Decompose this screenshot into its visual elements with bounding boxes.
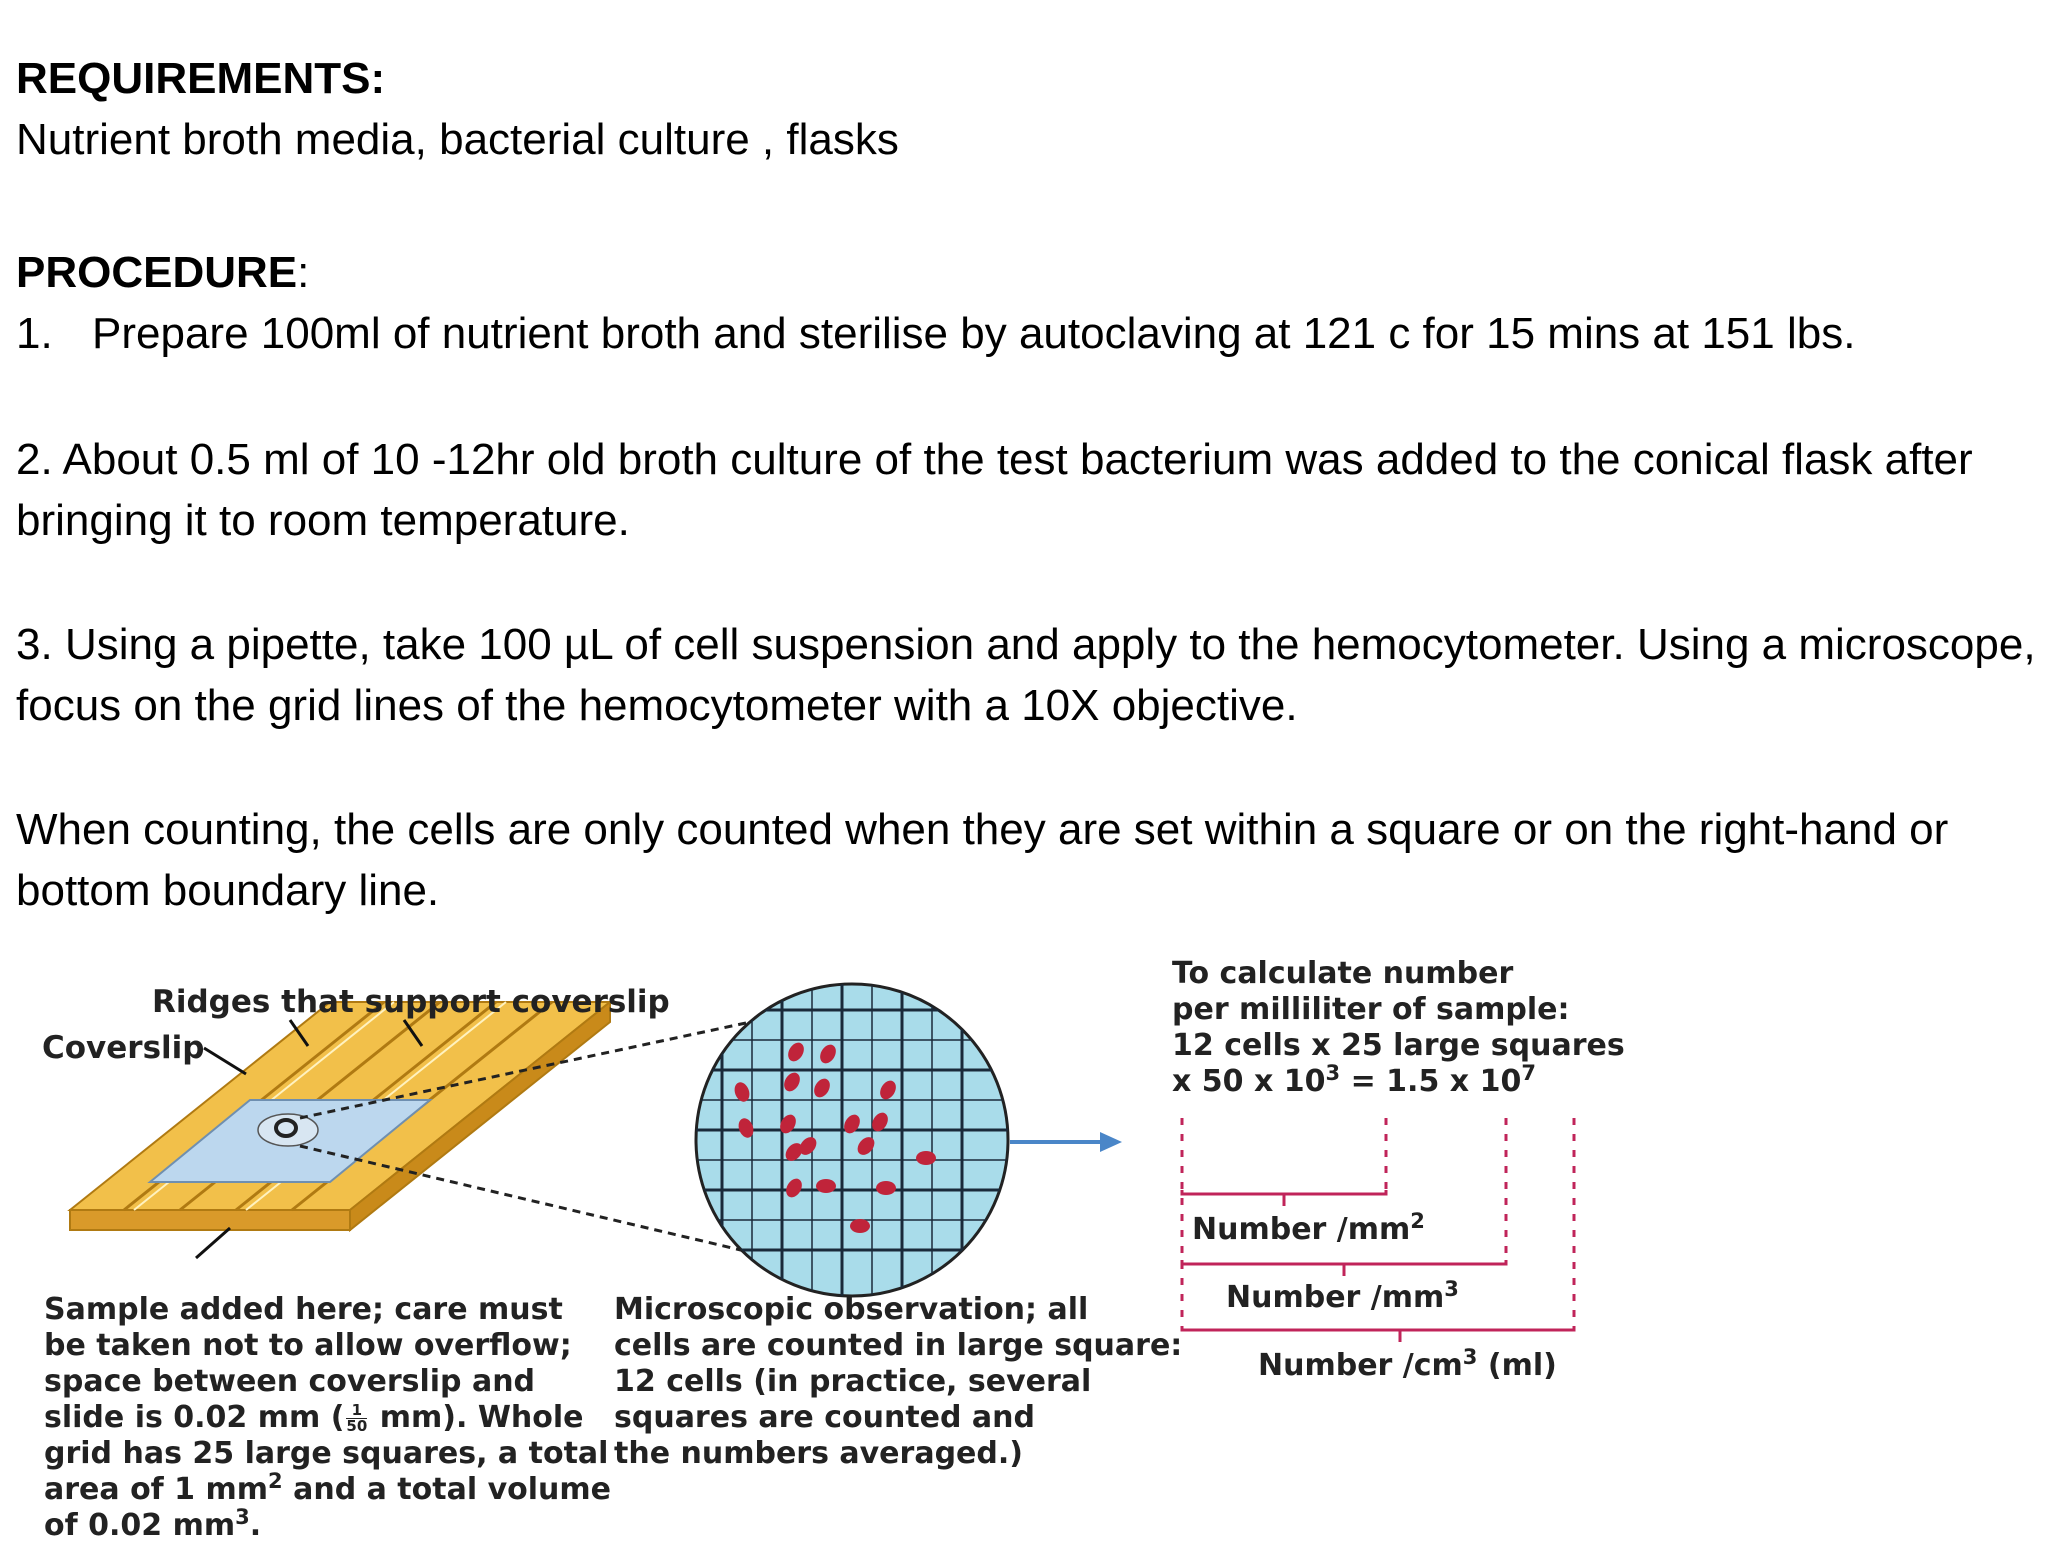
superscript: 2 xyxy=(1410,1209,1425,1233)
caption-text: slide is 0.02 mm ( xyxy=(44,1400,345,1435)
superscript: 3 xyxy=(1462,1345,1478,1369)
fraction-numerator: 1 xyxy=(346,1403,367,1419)
caption-line: grid has 25 large squares, a total xyxy=(44,1436,609,1471)
number-per-mm2-label xyxy=(1192,1209,1425,1247)
step-number: 1. xyxy=(16,309,53,358)
step-number: 2. xyxy=(16,435,53,484)
caption-line: Microscopic observation; all xyxy=(614,1292,1089,1327)
caption-line xyxy=(44,1505,611,1544)
caption-line: cells are counted in large square: xyxy=(614,1328,1183,1363)
calc-line: To calculate number xyxy=(1172,956,1514,991)
ridges-label: Ridges that support coverslip xyxy=(152,984,670,1020)
calc-text: = 1.5 x 10 xyxy=(1340,1064,1522,1099)
fraction-denominator: 50 xyxy=(346,1417,368,1435)
caption-line xyxy=(44,1469,611,1508)
calc-line: 12 cells x 25 large squares xyxy=(1172,1028,1625,1063)
calc-text: x 50 x 10 xyxy=(1172,1064,1326,1099)
arrow-icon xyxy=(1010,1132,1122,1152)
caption-text: of 0.02 mm xyxy=(44,1508,236,1543)
label-text: Number /mm xyxy=(1226,1280,1445,1315)
caption-line: the numbers averaged.) xyxy=(614,1436,1023,1471)
requirements-heading: REQUIREMENTS: xyxy=(16,54,386,103)
caption-text: . xyxy=(249,1508,262,1543)
caption-line: be taken not to allow overflow; xyxy=(44,1328,572,1363)
number-per-cm3-label xyxy=(1258,1345,1557,1383)
procedure-section xyxy=(16,242,2038,364)
step-number: 3. xyxy=(16,620,53,669)
step-text: Using a pipette, take 100 µL of cell suspension and apply to the hemocytometer. Using a microscope, focus on the grid lines of the hemocytometer with a 10X objective. xyxy=(16,620,2036,730)
requirements-section xyxy=(16,48,2038,170)
number-per-mm3-label xyxy=(1226,1277,1459,1315)
label-text: (ml) xyxy=(1477,1348,1557,1383)
superscript: 3 xyxy=(1325,1061,1341,1085)
procedure-heading-line xyxy=(16,242,2038,303)
caption-line: squares are counted and xyxy=(614,1400,1035,1435)
label-text: Number /cm xyxy=(1258,1348,1463,1383)
step-text: Prepare 100ml of nutrient broth and sterilise by autoclaving at 121 c for 15 mins at 151 lbs. xyxy=(92,309,1856,358)
superscript: 7 xyxy=(1521,1061,1536,1085)
caption-line: Sample added here; care must xyxy=(44,1292,563,1327)
caption-line xyxy=(44,1400,611,1436)
caption-line: space between coverslip and xyxy=(44,1364,536,1399)
caption-text: area of 1 mm xyxy=(44,1472,269,1507)
calc-line xyxy=(1172,1061,1625,1100)
procedure-heading-colon: : xyxy=(297,248,310,297)
coverslip-label: Coverslip xyxy=(42,1030,205,1066)
procedure-step-1 xyxy=(16,303,2038,364)
requirements-text: Nutrient broth media, bacterial culture , flasks xyxy=(16,115,899,164)
microscope-caption xyxy=(614,1292,1182,1472)
procedure-step-3 xyxy=(16,614,2038,736)
fraction xyxy=(346,1403,367,1434)
calculation-caption xyxy=(1172,956,1625,1100)
sample-caption xyxy=(44,1292,611,1544)
hemocytometer-figure xyxy=(0,950,1640,1543)
superscript: 3 xyxy=(1444,1277,1459,1301)
caption-text: and a total volume xyxy=(282,1472,611,1507)
superscript: 2 xyxy=(268,1469,283,1493)
counting-note: When counting, the cells are only counted when they are set within a square or on the right-hand or bottom boundary line. xyxy=(16,805,1949,915)
microscope-view xyxy=(696,980,1010,1300)
calc-line: per milliliter of sample: xyxy=(1172,992,1570,1027)
label-text: Number /mm xyxy=(1192,1212,1411,1247)
step-text: About 0.5 ml of 10 -12hr old broth culture of the test bacterium was added to the conical flask after bringing it to room temperature. xyxy=(16,435,1973,545)
procedure-step-2 xyxy=(16,429,2038,551)
caption-text: mm). Whole xyxy=(369,1400,584,1435)
procedure-heading: PROCEDURE xyxy=(16,248,298,297)
superscript: 3 xyxy=(235,1505,250,1529)
caption-line: 12 cells (in practice, several xyxy=(614,1364,1092,1399)
